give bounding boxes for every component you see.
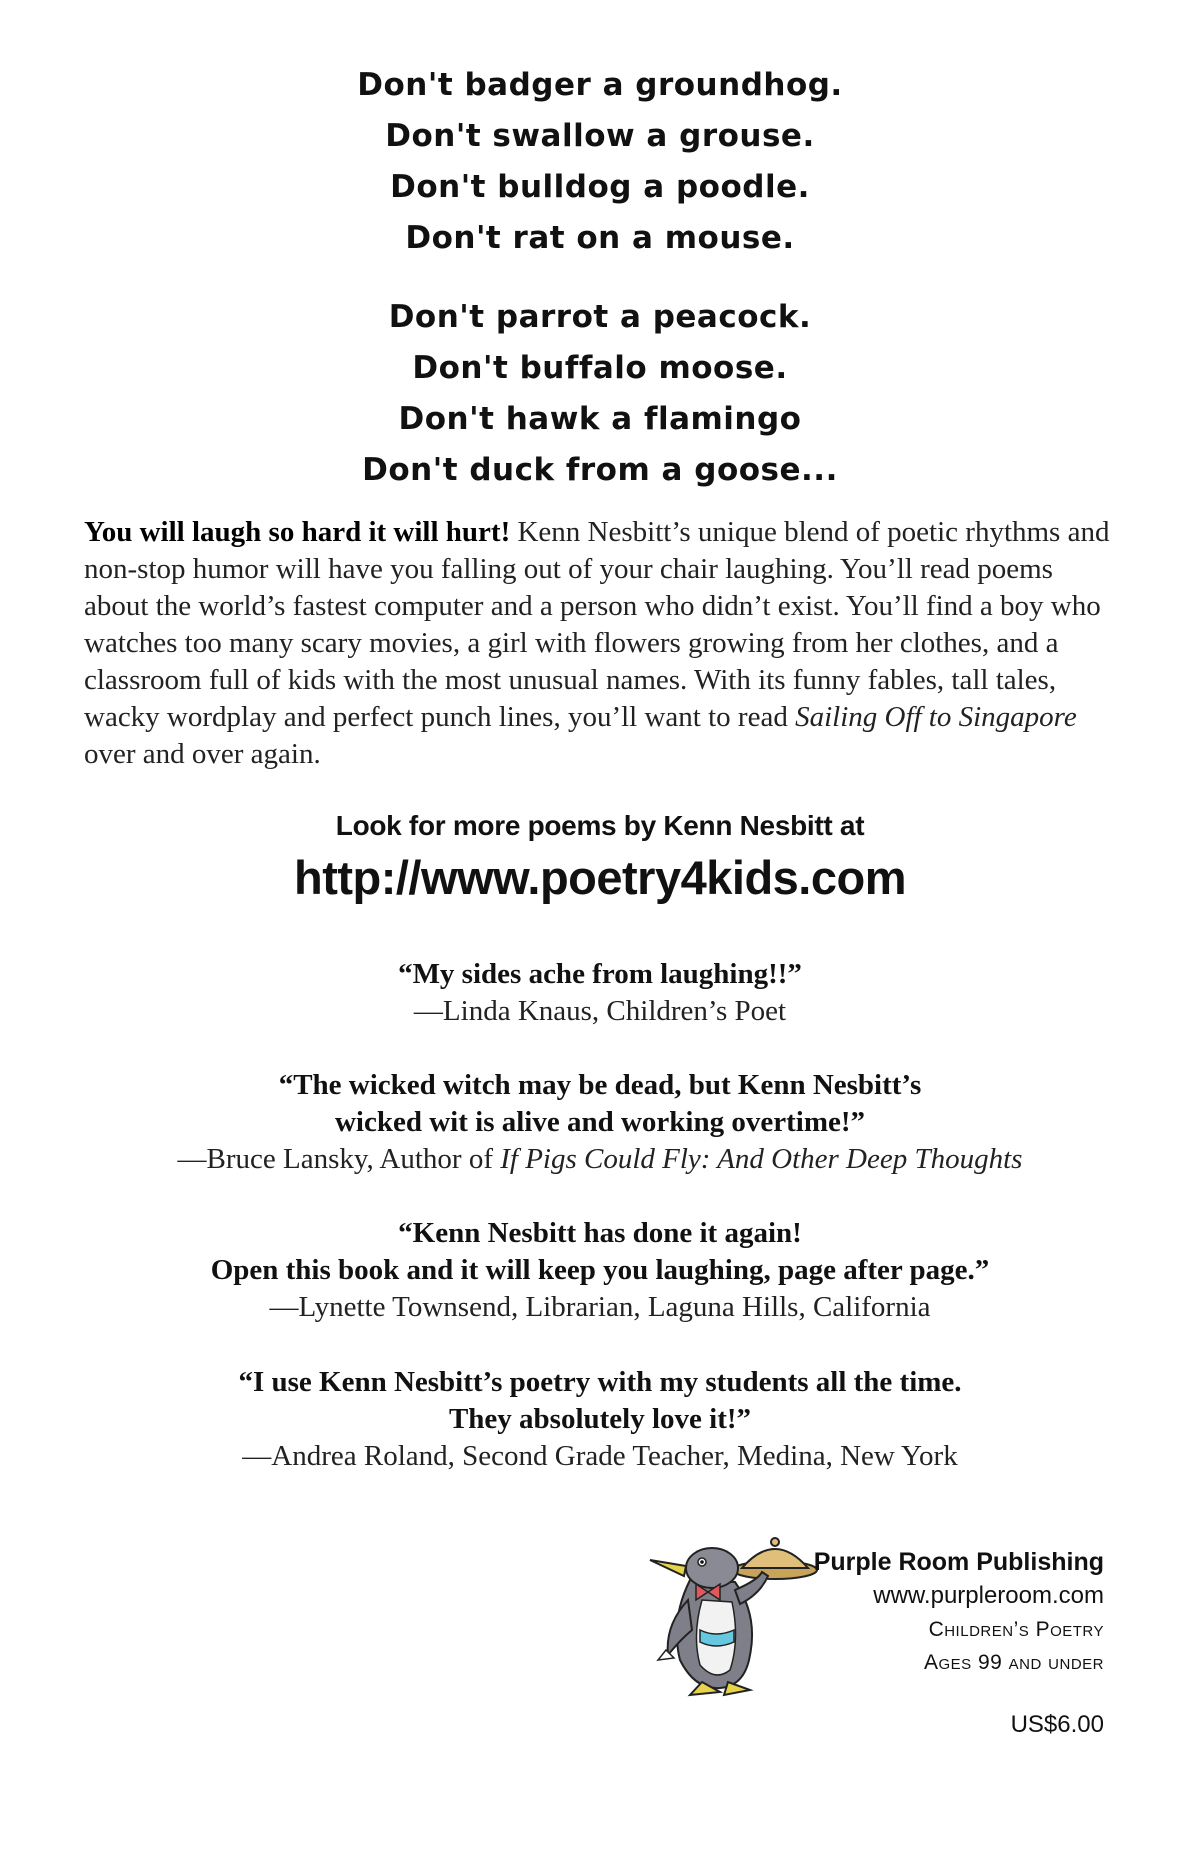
poem-line: Don't badger a groundhog. [357, 67, 843, 103]
poem-line: Don't bulldog a poodle. [390, 169, 810, 205]
testimonial [0, 1215, 1200, 1326]
testimonial-attribution: —Andrea Roland, Second Grade Teacher, Medina, New York [242, 1440, 958, 1472]
blurb-body-end: over and over again. [84, 738, 321, 770]
testimonial-quote: “My sides ache from laughing!!” [398, 958, 802, 990]
testimonial-attribution: —Lynette Townsend, Librarian, Laguna Hills, California [269, 1291, 931, 1323]
book-title: Sailing Off to Singapore [795, 701, 1077, 733]
poem-line: Don't duck from a goose... [362, 452, 838, 488]
book-category: Children’s Poetry [928, 1618, 1104, 1641]
poem-line: Don't parrot a peacock. [388, 299, 812, 335]
publisher-url: www.purpleroom.com [873, 1582, 1104, 1609]
look-for-text: Look for more poems by Kenn Nesbitt at [335, 810, 865, 841]
penguin-waiter-icon [640, 1530, 820, 1700]
testimonial-quote: wicked wit is alive and working overtime!” [334, 1106, 865, 1138]
poem-line: Don't buffalo moose. [412, 350, 788, 386]
testimonial-quote: “The wicked witch may be dead, but Kenn Nesbitt’s [278, 1069, 922, 1101]
testimonial-quote: “Kenn Nesbitt has done it again! [398, 1217, 802, 1249]
testimonial [0, 1067, 1200, 1178]
poem-line: Don't swallow a grouse. [385, 118, 815, 154]
testimonial-attribution [0, 1141, 1200, 1178]
poem-line: Don't hawk a flamingo [398, 401, 802, 437]
testimonial [0, 1364, 1200, 1475]
blurb-body: Kenn Nesbitt’s unique blend of poetic rhythms and non-stop humor will have you falling out of your chair laughing. You’ll read poems about the world’s fastest computer and a person who didn’t exist. You’ll find a boy who watches too many scary movies, a girl with flowers growing from her clothes, and a classroom full of kids with the most unusual names. With its funny fables, tall tales, wacky wordplay and perfect punch lines, you’ll want to read [84, 516, 1110, 733]
attribution-book-title: If Pigs Could Fly: And Other Deep Thoughts [500, 1143, 1023, 1175]
publisher-name: Purple Room Publishing [813, 1548, 1104, 1576]
price: US$6.00 [1010, 1711, 1104, 1738]
testimonial [0, 956, 1200, 1030]
testimonial-quote: “I use Kenn Nesbitt’s poetry with my students all the time. [238, 1366, 962, 1398]
poem-stanza-1 [0, 60, 1200, 264]
blurb-lead: You will laugh so hard it will hurt! [84, 516, 511, 548]
poem-line: Don't rat on a mouse. [405, 220, 795, 256]
poem-stanza-2 [0, 292, 1200, 496]
testimonial-attribution: —Linda Knaus, Children’s Poet [413, 995, 787, 1027]
attribution-prefix: —Bruce Lansky, Author of [177, 1143, 493, 1175]
book-blurb [84, 514, 1118, 773]
website-url: http://www.poetry4kids.com [294, 851, 906, 904]
testimonial-quote: Open this book and it will keep you laughing, page after page.” [210, 1254, 990, 1286]
testimonial-quote: They absolutely love it!” [448, 1403, 752, 1435]
age-range: Ages 99 and under [923, 1651, 1104, 1674]
publisher-block [814, 1545, 1104, 1739]
